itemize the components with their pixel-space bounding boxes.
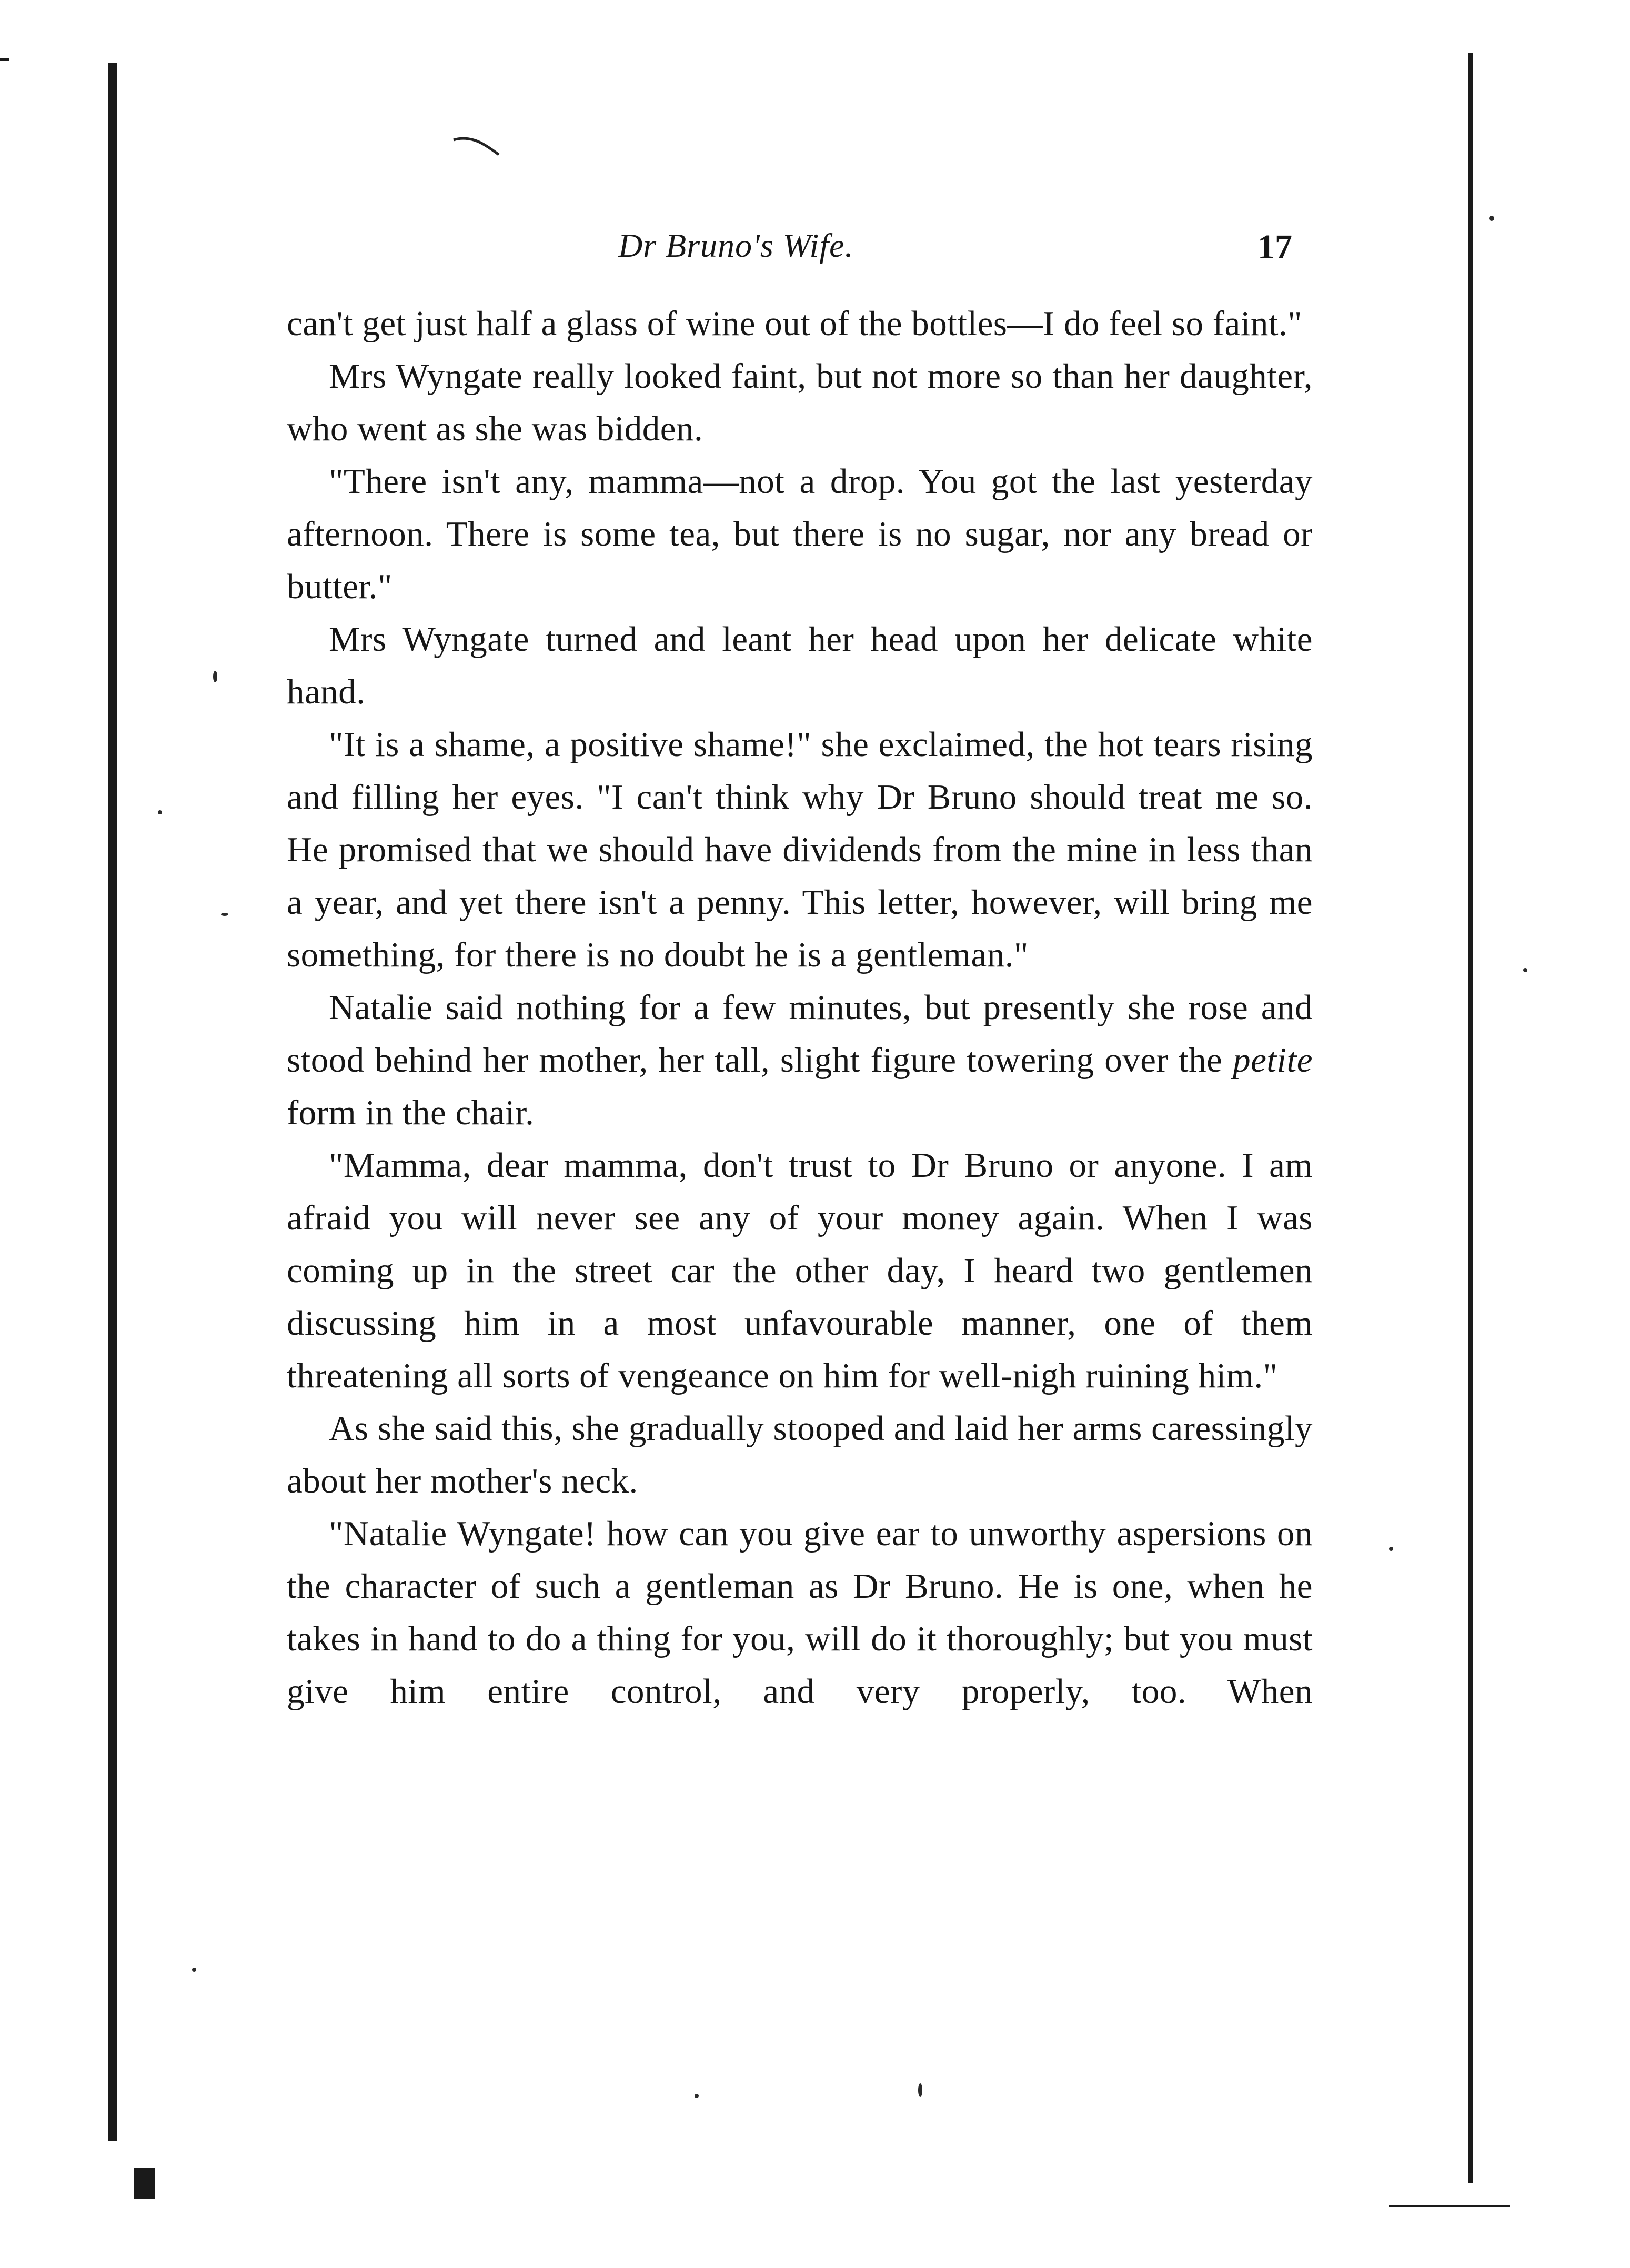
scan-speck xyxy=(1523,968,1527,972)
paragraph-text: form in the chair. xyxy=(287,1093,535,1132)
scan-speck xyxy=(695,2094,699,2098)
scan-speck xyxy=(221,913,228,916)
binding-shadow-tail xyxy=(134,2168,155,2199)
scan-speck xyxy=(918,2083,922,2097)
scan-speck xyxy=(1489,216,1494,221)
page-edge-base xyxy=(1389,2205,1510,2207)
paragraph: Mrs Wyngate really looked faint, but not more so than her daughter, who went as she was bidden. xyxy=(287,357,1313,448)
scan-speck xyxy=(1389,1547,1393,1551)
paragraph: Mrs Wyngate turned and leant her head upon her delicate white hand. xyxy=(287,620,1313,711)
italic-word: petite xyxy=(1233,1041,1313,1080)
paragraph: "Mamma, dear mamma, don't trust to Dr Bruno or anyone. I am afraid you will never see any of your money again. When I was coming up in the street car the other day, I heard two gentlemen discussing him in a most unfavourable manner, one of them threatening all sorts of vengeance on him for well-nigh ruining him." xyxy=(287,1146,1313,1395)
binding-shadow-left xyxy=(108,63,117,2141)
scan-speck xyxy=(213,671,217,682)
paragraph xyxy=(287,981,1313,1139)
scan-speck xyxy=(158,810,162,814)
page-number: 17 xyxy=(1257,228,1292,266)
running-head-title: Dr Bruno's Wife. xyxy=(618,227,854,264)
paragraph: "Natalie Wyngate! how can you give ear to unworthy aspersions on the character of such a gentleman as Dr Bruno. He is one, when he takes in hand to do a thing for you, will do it thoroughly; but you must give him entire control, and very properly, too. When xyxy=(287,1514,1313,1711)
pencil-mark xyxy=(452,136,500,157)
scan-speck xyxy=(192,1968,196,1972)
body-text xyxy=(287,297,1313,1718)
paragraph: As she said this, she gradually stooped and laid her arms caressingly about her mother's neck. xyxy=(287,1409,1313,1500)
paragraph: "There isn't any, mamma—not a drop. You got the last yesterday afternoon. There is some tea, but there is no sugar, nor any bread or butter." xyxy=(287,462,1313,606)
paragraph: "It is a shame, a positive shame!" she exclaimed, the hot tears rising and filling her eyes. "I can't think why Dr Bruno should treat me so. He promised that we should have dividends from the mine in less than a year, and yet there isn't a penny. This letter, however, will bring me something, for there is no doubt he is a gentleman." xyxy=(287,725,1313,974)
page-edge-right xyxy=(1468,53,1473,2183)
paragraph: can't get just half a glass of wine out of the bottles—I do feel so faint." xyxy=(287,304,1303,343)
scan-mark-left xyxy=(0,58,9,61)
paragraph-text: Natalie said nothing for a few minutes, but presently she rose and stood behind her mother, her tall, slight figure towering over the xyxy=(287,988,1313,1080)
